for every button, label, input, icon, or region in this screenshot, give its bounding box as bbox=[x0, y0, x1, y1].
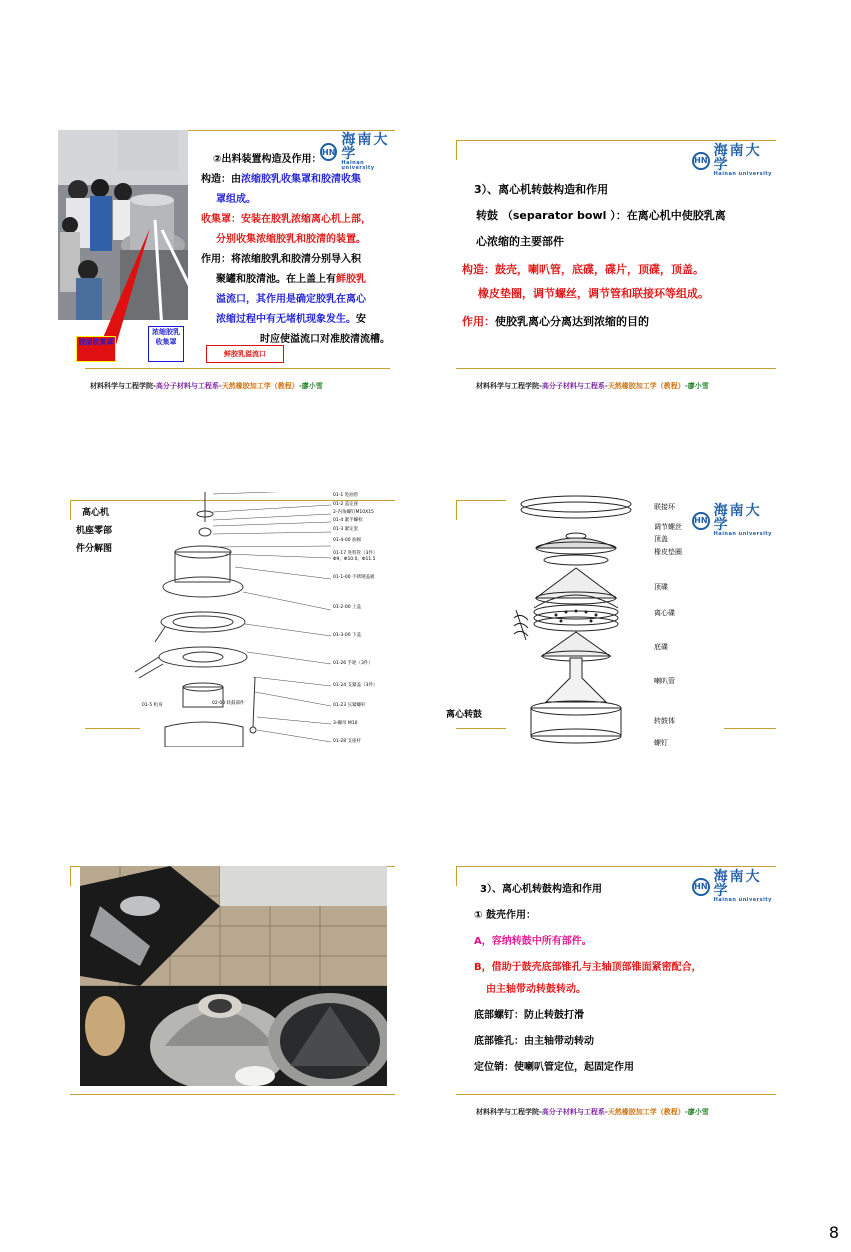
slide-bottom-rule bbox=[70, 1094, 395, 1095]
part-label: 01-4 紧手螺栓 bbox=[333, 518, 363, 523]
slide2-heading: 3）、离心机转鼓构造和作用 bbox=[474, 183, 609, 196]
exploded-bowl-drawing bbox=[506, 490, 656, 755]
label-fresh-latex-overflow: 鲜胶乳溢流口 bbox=[206, 345, 284, 363]
part-label: 01-4-00 油阀 bbox=[333, 538, 361, 543]
slide6-line6: 底部锥孔：由主轴带动转动 bbox=[474, 1036, 594, 1047]
slide2-para4: 橡皮垫圈，调节螺丝，调节管和联接环等组成。 bbox=[478, 287, 709, 300]
part-label: 01-17 进料管（3件） bbox=[333, 551, 378, 556]
slide2-para1: 转鼓 （separator bowl ）：在离心机中使胶乳离 bbox=[476, 209, 726, 222]
slide-top-rule bbox=[456, 140, 776, 141]
logo-en: Hainan university bbox=[713, 897, 772, 903]
slide1-line5: 作用：将浓缩胶乳和胶清分别导入积 bbox=[201, 254, 361, 265]
slide4-caption: 离心转鼓 bbox=[446, 710, 483, 720]
slide-4 bbox=[446, 500, 776, 760]
slide-bottom-rule bbox=[456, 1094, 776, 1095]
part-label: 顶盖 bbox=[654, 535, 668, 543]
slide-bottom-rule bbox=[85, 368, 390, 369]
slide-left-tick bbox=[70, 866, 71, 886]
slide-left-tick bbox=[70, 500, 71, 520]
logo-en: Hainan university bbox=[341, 160, 375, 171]
slide1-line2: 罩组成。 bbox=[216, 194, 256, 205]
slide-bottom-rule-right bbox=[724, 728, 776, 729]
part-label: 联接环 bbox=[654, 503, 675, 511]
part-label: 底碟 bbox=[654, 643, 668, 651]
part-label: 01-2 盖定座 bbox=[333, 502, 359, 507]
slide3-title-3: 件分解图 bbox=[76, 544, 113, 554]
label-latex-serum-collector: 胶清收集罩 bbox=[76, 336, 116, 362]
logo-en: Hainan university bbox=[713, 531, 772, 537]
slide1-line9: 时应使溢流口对准胶清流槽。 bbox=[260, 334, 390, 345]
slide-left-tick bbox=[456, 500, 457, 520]
part-label-bowl-assembly: 02-00 转鼓部件 bbox=[212, 701, 245, 706]
part-label: 调节螺丝 bbox=[654, 523, 682, 531]
part-label: 01-3 紧定套 bbox=[333, 527, 359, 532]
part-label: 01-28 支座杆 bbox=[333, 739, 362, 744]
slide3-title-1: 高心机 bbox=[82, 508, 110, 518]
slide-footer: 材料科学与工程学院-高分子材料与工程系-天然橡胶加工学（教程）-廖小雪 bbox=[476, 382, 709, 390]
slide-6 bbox=[456, 866, 776, 1126]
part-label: 01-3-00 下盖 bbox=[333, 633, 361, 638]
slide-footer: 材料科学与工程学院-高分子材料与工程系-天然橡胶加工学（教程）-廖小雪 bbox=[476, 1108, 709, 1116]
hainan-logo bbox=[692, 144, 776, 177]
hainan-badge-icon: HN bbox=[692, 512, 710, 530]
hainan-badge-icon: HN bbox=[692, 878, 710, 896]
slide1-line7: 溢流口，其作用是确定胶乳在离心 bbox=[216, 294, 366, 305]
slide2-para3: 构造：鼓壳，喇叭管，底碟，碟片，顶碟，顶盖。 bbox=[462, 263, 704, 276]
logo-cn: 海南大学 bbox=[341, 132, 390, 162]
slide-5 bbox=[70, 866, 395, 1126]
slide-footer: 材料科学与工程学院-高分子材料与工程系-天然橡胶加工学（教程）-廖小雪 bbox=[90, 382, 323, 390]
part-label: 01-26 手轮（3件） bbox=[333, 661, 373, 666]
part-label: 顶碟 bbox=[654, 583, 668, 591]
part-label: 01-24 支紧盖（3件） bbox=[333, 683, 378, 688]
hainan-badge-icon: HN bbox=[692, 152, 710, 170]
hainan-logo bbox=[692, 504, 776, 537]
hainan-badge-icon: HN bbox=[320, 143, 337, 161]
slide1-line6: 聚罐和胶清池。在上盖上有鲜胶乳 bbox=[216, 274, 366, 285]
logo-cn: 海南大学 bbox=[713, 143, 762, 173]
part-label: 喇叭管 bbox=[654, 677, 675, 685]
part-label-machine-body: 01-5 机身 bbox=[142, 703, 163, 708]
slide6-line2: A，容纳转鼓中所有部件。 bbox=[474, 936, 592, 947]
slide1-line3: 收集罩：安装在胶乳浓缩离心机上部， bbox=[201, 214, 371, 225]
slide-1 bbox=[70, 130, 395, 390]
slide1-line4: 分别收集浓缩胶乳和胶清的装置。 bbox=[216, 234, 366, 245]
part-label: 橡皮垫圈 bbox=[654, 548, 682, 556]
slide6-line7: 定位销：使喇叭管定位，起固定作用 bbox=[474, 1062, 634, 1073]
slide3-title-2: 机座零部 bbox=[76, 526, 113, 536]
slide-top-rule bbox=[456, 500, 506, 501]
slide2-para2: 心浓缩的主要部件 bbox=[476, 235, 564, 248]
part-label: Φ9、Φ10.0、Φ11.5 bbox=[333, 557, 376, 562]
slide-3 bbox=[70, 493, 395, 760]
page-number: 8 bbox=[828, 1223, 839, 1242]
slide-top-rule bbox=[456, 866, 776, 867]
slide-left-tick bbox=[456, 866, 457, 886]
logo-en: Hainan university bbox=[713, 171, 772, 177]
part-label: 01-1-00 不锈钢盖板 bbox=[333, 575, 375, 580]
slide-2 bbox=[456, 140, 776, 400]
slide1-heading: ②出料装置构造及作用： bbox=[213, 154, 322, 165]
slide6-line3: B，借助于鼓壳底部锥孔与主轴顶部锥面紧密配合， bbox=[474, 962, 702, 973]
label-concentrate-collector: 浓缩胶乳收集罩 bbox=[148, 326, 184, 362]
slide6-line4: 由主轴带动转鼓转动。 bbox=[486, 984, 586, 995]
slide-left-tick bbox=[456, 140, 457, 160]
slide2-para5: 作用：使胶乳离心分离达到浓缩的目的 bbox=[462, 315, 649, 328]
disassembled-bowl-photo bbox=[80, 866, 387, 1086]
slide6-heading: 3）、离心机转鼓构造和作用 bbox=[480, 884, 602, 895]
slide-bottom-rule bbox=[456, 368, 776, 369]
slide-bottom-rule bbox=[456, 728, 506, 729]
slide6-line5: 底部螺钉：防止转鼓打滑 bbox=[474, 1010, 584, 1021]
part-label: 转鼓体 bbox=[654, 717, 675, 725]
slide-bottom-rule bbox=[85, 728, 140, 729]
logo-cn: 海南大学 bbox=[713, 503, 762, 533]
hainan-logo bbox=[692, 870, 776, 903]
slide1-line1: 构造：由浓缩胶乳收集罩和胶清收集 bbox=[201, 174, 361, 185]
part-label: 离心碟 bbox=[654, 609, 675, 617]
hainan-logo bbox=[320, 133, 395, 171]
slide1-line8: 浓缩过程中有无堵机现象发生。安 bbox=[216, 314, 366, 325]
part-label: 3-螺母 M10 bbox=[333, 721, 358, 726]
part-label: 01-2-00 上盖 bbox=[333, 605, 361, 610]
part-label: 2-内角螺钉M10X15 bbox=[333, 510, 374, 515]
part-label: 01-23 压紧螺杆 bbox=[333, 703, 366, 708]
part-label: 01-1 进油管 bbox=[333, 493, 359, 498]
part-label: 螺钉 bbox=[654, 739, 668, 747]
slide6-line1: ① 鼓壳作用： bbox=[474, 910, 536, 921]
logo-cn: 海南大学 bbox=[713, 869, 762, 899]
